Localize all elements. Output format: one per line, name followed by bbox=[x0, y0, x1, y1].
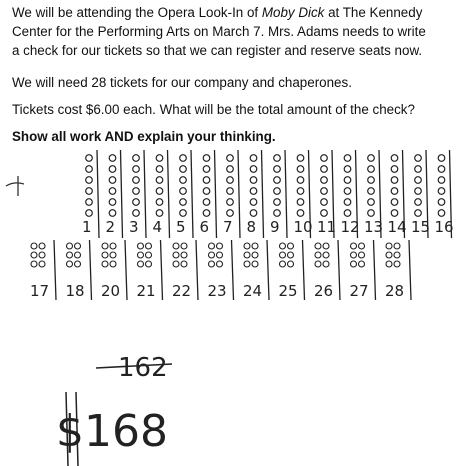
tally-circle bbox=[297, 177, 304, 184]
tally-number: 10 bbox=[293, 218, 313, 236]
divider-line bbox=[409, 240, 411, 300]
tally-circle bbox=[386, 252, 392, 258]
tally-circle bbox=[391, 210, 398, 217]
tally-circle bbox=[102, 252, 108, 258]
divider-line bbox=[125, 240, 127, 300]
tally-circle bbox=[133, 199, 140, 206]
tally-circle bbox=[39, 261, 45, 267]
tally-circle bbox=[75, 261, 81, 267]
divider-line bbox=[90, 240, 92, 300]
tally-circle bbox=[67, 243, 73, 249]
tally-circle bbox=[386, 243, 392, 249]
tally-number: 4 bbox=[152, 218, 163, 236]
tally-circle bbox=[156, 210, 163, 217]
tally-circle bbox=[109, 166, 116, 173]
tally-number: 15 bbox=[411, 218, 431, 236]
divider-line bbox=[285, 150, 287, 238]
tally-circle bbox=[102, 243, 108, 249]
tally-circle bbox=[321, 166, 328, 173]
tally-circle bbox=[280, 243, 286, 249]
tally-circle bbox=[203, 155, 210, 162]
tally-circle bbox=[438, 155, 445, 162]
tally-circle bbox=[391, 177, 398, 184]
tally-circle bbox=[156, 166, 163, 173]
tally-circle bbox=[227, 210, 234, 217]
tally-circle bbox=[252, 252, 258, 258]
tally-circle bbox=[217, 252, 223, 258]
tally-circle bbox=[250, 155, 257, 162]
tally-circle bbox=[173, 243, 179, 249]
divider-line bbox=[338, 240, 340, 300]
tally-circle bbox=[297, 155, 304, 162]
tally-number: 2 bbox=[105, 218, 116, 236]
tally-circle bbox=[173, 261, 179, 267]
divider-line bbox=[121, 150, 123, 238]
tally-circle bbox=[288, 261, 294, 267]
tally-circle bbox=[315, 252, 321, 258]
problem-text-line-2: Center for the Performing Arts on March 7. Mrs. Adams needs to write bbox=[12, 24, 426, 39]
tally-number: 11 bbox=[317, 218, 337, 236]
tally-circle bbox=[180, 199, 187, 206]
tally-circle bbox=[181, 261, 187, 267]
tally-circle bbox=[394, 261, 400, 267]
tally-circle bbox=[156, 177, 163, 184]
tally-circle bbox=[315, 243, 321, 249]
tally-circle bbox=[351, 252, 357, 258]
tally-circle bbox=[109, 188, 116, 195]
tally-circle bbox=[39, 243, 45, 249]
tally-circle bbox=[227, 155, 234, 162]
tally-circle bbox=[368, 199, 375, 206]
tally-circle bbox=[344, 155, 351, 162]
tally-circle bbox=[415, 199, 422, 206]
tally-circle bbox=[244, 261, 250, 267]
tally-circle bbox=[217, 261, 223, 267]
tally-number: 8 bbox=[246, 218, 257, 236]
tally-circle bbox=[244, 252, 250, 258]
tally-circle bbox=[438, 188, 445, 195]
tally-circle bbox=[203, 177, 210, 184]
tally-circle bbox=[344, 199, 351, 206]
tally-circle bbox=[438, 210, 445, 217]
divider-line bbox=[262, 150, 264, 238]
tally-circle bbox=[110, 252, 116, 258]
tally-circle bbox=[415, 188, 422, 195]
problem-text-tickets-needed: We will need 28 tickets for our company and chaperones. bbox=[12, 75, 352, 90]
tally-circle bbox=[181, 243, 187, 249]
tally-circle bbox=[156, 155, 163, 162]
tally-number: 28 bbox=[385, 282, 405, 300]
tally-number: 7 bbox=[223, 218, 233, 236]
tally-circle bbox=[244, 243, 250, 249]
problem-text-ticket-cost: Tickets cost $6.00 each. What will be the total amount of the check? bbox=[12, 102, 415, 117]
tally-number: 25 bbox=[278, 282, 298, 300]
divider-line bbox=[54, 240, 56, 300]
tally-circle bbox=[391, 199, 398, 206]
tally-circle bbox=[102, 261, 108, 267]
tally-circle bbox=[227, 177, 234, 184]
tally-circle bbox=[368, 177, 375, 184]
tally-circle bbox=[344, 177, 351, 184]
tally-circle bbox=[394, 252, 400, 258]
opera-title: Moby Dick bbox=[261, 5, 325, 20]
tally-circle bbox=[321, 199, 328, 206]
tally-circle bbox=[75, 243, 81, 249]
tally-circle bbox=[297, 188, 304, 195]
tally-number: 13 bbox=[364, 218, 384, 236]
tally-number: 12 bbox=[340, 218, 360, 236]
tally-circle bbox=[274, 199, 281, 206]
tally-circle bbox=[86, 177, 93, 184]
tally-number: 18 bbox=[65, 282, 85, 300]
tally-circle bbox=[209, 252, 215, 258]
tally-number: 27 bbox=[349, 282, 369, 300]
divider-line bbox=[303, 240, 305, 300]
tally-circle bbox=[368, 188, 375, 195]
tally-circle bbox=[391, 188, 398, 195]
tally-circle bbox=[146, 252, 152, 258]
divider-line bbox=[191, 150, 193, 238]
tally-circle bbox=[274, 210, 281, 217]
tally-circle bbox=[173, 252, 179, 258]
tally-circle bbox=[109, 199, 116, 206]
tally-circle bbox=[67, 252, 73, 258]
tally-number: 22 bbox=[172, 282, 192, 300]
tally-circle bbox=[86, 188, 93, 195]
tally-circle bbox=[321, 177, 328, 184]
tally-circle bbox=[138, 252, 144, 258]
tally-circle bbox=[110, 243, 116, 249]
tally-circle bbox=[110, 261, 116, 267]
tally-circle bbox=[138, 261, 144, 267]
tally-circle bbox=[180, 210, 187, 217]
tally-circle bbox=[39, 252, 45, 258]
tally-circle bbox=[180, 155, 187, 162]
tally-circle bbox=[391, 155, 398, 162]
tally-number: 21 bbox=[136, 282, 156, 300]
tally-circle bbox=[227, 166, 234, 173]
tally-circle bbox=[297, 210, 304, 217]
tally-circle bbox=[274, 166, 281, 173]
divider-line bbox=[144, 150, 146, 238]
tally-circle bbox=[438, 199, 445, 206]
tally-circle bbox=[31, 252, 37, 258]
tally-circle bbox=[321, 155, 328, 162]
tally-circle bbox=[250, 188, 257, 195]
tally-circle bbox=[180, 166, 187, 173]
tally-circle bbox=[133, 166, 140, 173]
problem-text-1b: at The Kennedy bbox=[324, 5, 423, 20]
tally-circle bbox=[133, 210, 140, 217]
tally-circle bbox=[280, 261, 286, 267]
divider-line bbox=[168, 150, 170, 238]
tally-circle bbox=[351, 261, 357, 267]
tally-circle bbox=[297, 199, 304, 206]
tally-circle bbox=[438, 177, 445, 184]
tally-circle bbox=[297, 166, 304, 173]
divider-line bbox=[161, 240, 163, 300]
tally-circle bbox=[67, 261, 73, 267]
tally-number: 14 bbox=[387, 218, 407, 236]
tally-number: 16 bbox=[434, 218, 454, 236]
tally-circle bbox=[250, 199, 257, 206]
tally-circle bbox=[415, 166, 422, 173]
tally-number: 20 bbox=[101, 282, 121, 300]
tally-circle bbox=[274, 155, 281, 162]
tally-circle bbox=[209, 261, 215, 267]
tally-circle bbox=[315, 261, 321, 267]
tally-circle bbox=[146, 243, 152, 249]
divider-line bbox=[232, 240, 234, 300]
tally-number: 6 bbox=[199, 218, 210, 236]
tally-circle bbox=[288, 252, 294, 258]
tally-circle bbox=[368, 166, 375, 173]
tally-circle bbox=[351, 243, 357, 249]
tally-circle bbox=[368, 155, 375, 162]
instruction-text: Show all work AND explain your thinking. bbox=[12, 129, 276, 144]
tally-circle bbox=[323, 252, 329, 258]
tally-circle bbox=[109, 210, 116, 217]
tally-circle bbox=[250, 210, 257, 217]
tally-circle bbox=[209, 243, 215, 249]
tally-circle bbox=[368, 210, 375, 217]
tally-circle bbox=[203, 199, 210, 206]
tally-circle bbox=[359, 261, 365, 267]
tally-circle bbox=[146, 261, 152, 267]
tally-circle bbox=[386, 261, 392, 267]
tally-circle bbox=[156, 199, 163, 206]
tally-circle bbox=[203, 210, 210, 217]
tally-circle bbox=[133, 155, 140, 162]
crossed-out-value: 162 bbox=[118, 353, 168, 383]
tally-circle bbox=[274, 177, 281, 184]
divider-line bbox=[215, 150, 217, 238]
tally-number: 1 bbox=[82, 218, 92, 236]
tally-circle bbox=[156, 188, 163, 195]
tally-number: 17 bbox=[30, 282, 50, 300]
tally-circle bbox=[31, 243, 37, 249]
tally-circle bbox=[323, 261, 329, 267]
tally-circle bbox=[323, 243, 329, 249]
problem-text-1a: We will be attending the Opera Look-In of bbox=[12, 5, 262, 20]
tally-circle bbox=[359, 252, 365, 258]
tally-circle bbox=[180, 188, 187, 195]
tally-circle bbox=[86, 210, 93, 217]
tally-circle bbox=[75, 252, 81, 258]
tally-circle bbox=[227, 188, 234, 195]
answer-value: $168 bbox=[56, 406, 168, 457]
divider-line bbox=[267, 240, 269, 300]
tally-circle bbox=[321, 188, 328, 195]
tally-circle bbox=[86, 199, 93, 206]
tally-circle bbox=[252, 261, 258, 267]
divider-line bbox=[97, 150, 99, 238]
tally-circle bbox=[180, 177, 187, 184]
tally-circle bbox=[394, 243, 400, 249]
tally-circle bbox=[86, 155, 93, 162]
tally-number: 9 bbox=[270, 218, 280, 236]
tally-circle bbox=[203, 166, 210, 173]
tally-circle bbox=[438, 166, 445, 173]
tally-circle bbox=[109, 177, 116, 184]
tally-circle bbox=[415, 155, 422, 162]
tally-circle bbox=[344, 210, 351, 217]
tally-number: 26 bbox=[314, 282, 334, 300]
tally-number: 5 bbox=[176, 218, 186, 236]
problem-text-line-3: a check for our tickets so that we can register and reserve seats now. bbox=[12, 43, 423, 58]
tally-circle bbox=[252, 243, 258, 249]
tally-circle bbox=[280, 252, 286, 258]
divider-line bbox=[196, 240, 198, 300]
tally-circle bbox=[359, 243, 365, 249]
tally-circle bbox=[31, 261, 37, 267]
tally-circle bbox=[181, 252, 187, 258]
tally-circle bbox=[217, 243, 223, 249]
tally-number: 24 bbox=[243, 282, 263, 300]
tally-circle bbox=[138, 243, 144, 249]
tally-circle bbox=[250, 166, 257, 173]
tally-circle bbox=[344, 166, 351, 173]
divider-line bbox=[374, 240, 376, 300]
tally-circle bbox=[203, 188, 210, 195]
divider-line bbox=[238, 150, 240, 238]
tally-circle bbox=[321, 210, 328, 217]
tally-circle bbox=[250, 177, 257, 184]
tally-number: 3 bbox=[129, 218, 139, 236]
tally-labels bbox=[30, 218, 454, 300]
tally-circle bbox=[86, 166, 93, 173]
tally-circle bbox=[415, 210, 422, 217]
tally-number: 23 bbox=[207, 282, 227, 300]
tally-circle bbox=[274, 188, 281, 195]
tally-circle bbox=[133, 188, 140, 195]
tally-circle bbox=[133, 177, 140, 184]
tally-circle bbox=[288, 243, 294, 249]
tally-circle bbox=[344, 188, 351, 195]
tally-circle bbox=[391, 166, 398, 173]
tally-circle bbox=[227, 199, 234, 206]
tally-circle bbox=[109, 155, 116, 162]
stray-mark bbox=[6, 176, 24, 196]
tally-circle bbox=[415, 177, 422, 184]
